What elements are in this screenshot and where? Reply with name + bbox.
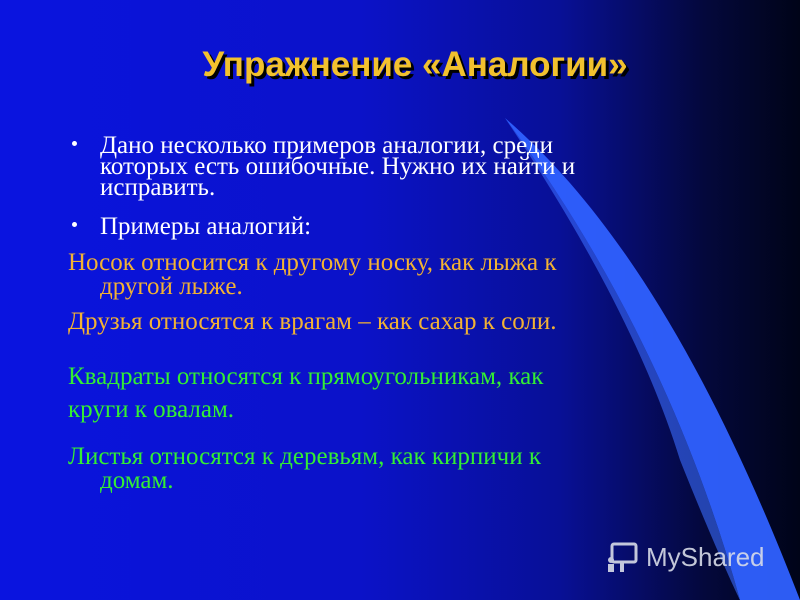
example-text-line: Квадраты относятся к прямоугольникам, как [68, 363, 544, 390]
example-text-line: Друзья относятся к врагам – как сахар к соли. [68, 308, 557, 335]
example-text-line: Носок относится к другому носку, как лыжа к [68, 249, 557, 276]
bullet-text-line: исправить. [100, 174, 216, 201]
presentation-screen-icon [606, 540, 640, 574]
example-text-line: другой лыже. [100, 273, 243, 300]
example-text-line: круги к овалам. [68, 396, 235, 423]
watermark-text: MyShared [646, 541, 765, 572]
bullet-marker [72, 222, 77, 227]
bullet-text-line: которых есть ошибочные. Нужно их найти и [100, 153, 576, 180]
bullet-marker [72, 141, 77, 146]
example-text-line: Листья относятся к деревьям, как кирпичи к [68, 443, 541, 470]
bullet-text-line: Примеры аналогий: [100, 213, 312, 240]
watermark-logo [606, 537, 765, 577]
bullet-text-line: Дано несколько примеров аналогии, среди [100, 132, 553, 159]
example-text-line: домам. [100, 467, 174, 494]
slide-title: Упражнение «Аналогии» [202, 45, 628, 84]
